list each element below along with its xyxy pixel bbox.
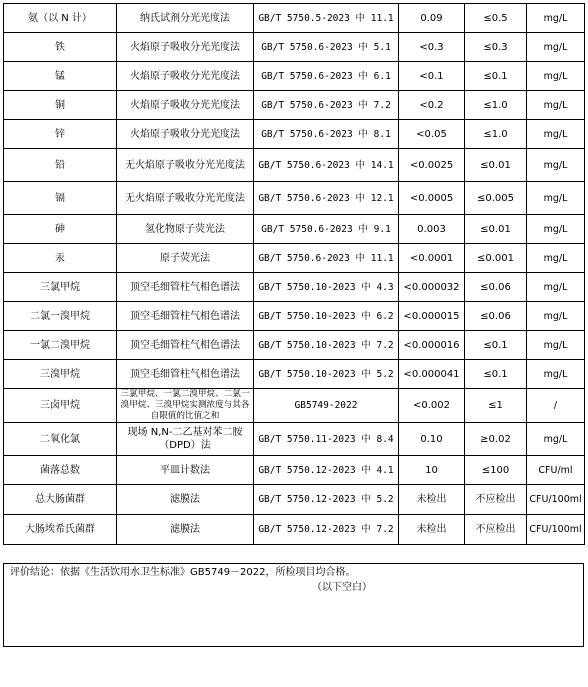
result-cell: 未检出 (399, 485, 465, 515)
limit-cell: ≤0.1 (465, 360, 527, 389)
item-cell: 锰 (4, 62, 117, 91)
blank-below-note: （以下空白） (312, 582, 372, 593)
method-cell: 氢化物原子荧光法 (117, 215, 254, 244)
result-cell: <0.000015 (399, 302, 465, 331)
table-row (4, 182, 585, 215)
standard-cell: GB/T 5750.6-2023 中 14.1 (254, 149, 399, 182)
standard-cell: GB/T 5750.6-2023 中 9.1 (254, 215, 399, 244)
table-row (4, 120, 585, 149)
result-cell: <0.1 (399, 62, 465, 91)
standard-cell: GB/T 5750.10-2023 中 4.3 (254, 273, 399, 302)
method-cell: 纳氏试剂分光光度法 (117, 4, 254, 33)
item-cell: 铅 (4, 149, 117, 182)
unit-cell: CFU/100ml (527, 515, 585, 545)
item-cell: 氨（以 N 计） (4, 4, 117, 33)
method-cell: 无火焰原子吸收分光光度法 (117, 182, 254, 215)
standard-cell: GB/T 5750.6-2023 中 6.1 (254, 62, 399, 91)
method-cell: 顶空毛细管柱气相色谱法 (117, 302, 254, 331)
standard-cell: GB5749-2022 (254, 389, 399, 423)
table-row (4, 515, 585, 545)
table-row (4, 33, 585, 62)
method-cell: 滤膜法 (117, 485, 254, 515)
limit-cell: 不应检出 (465, 485, 527, 515)
method-cell: 顶空毛细管柱气相色谱法 (117, 360, 254, 389)
unit-cell: / (527, 389, 585, 423)
limit-cell: ≤100 (465, 456, 527, 485)
result-cell: <0.002 (399, 389, 465, 423)
standard-cell: GB/T 5750.12-2023 中 7.2 (254, 515, 399, 545)
item-cell: 三卤甲烷 (4, 389, 117, 423)
result-cell: <0.000032 (399, 273, 465, 302)
method-cell: 顶空毛细管柱气相色谱法 (117, 331, 254, 360)
unit-cell: mg/L (527, 182, 585, 215)
unit-cell: mg/L (527, 33, 585, 62)
result-cell: <0.2 (399, 91, 465, 120)
limit-cell: ≤0.01 (465, 215, 527, 244)
table-row (4, 485, 585, 515)
limit-cell: ≤1 (465, 389, 527, 423)
standard-cell: GB/T 5750.6-2023 中 8.1 (254, 120, 399, 149)
result-cell: <0.05 (399, 120, 465, 149)
result-cell: 未检出 (399, 515, 465, 545)
limit-cell: ≤0.1 (465, 331, 527, 360)
limit-cell: ≤0.005 (465, 182, 527, 215)
unit-cell: mg/L (527, 149, 585, 182)
item-cell: 二氧化氯 (4, 423, 117, 456)
unit-cell: mg/L (527, 331, 585, 360)
standard-cell: GB/T 5750.6-2023 中 11.1 (254, 244, 399, 273)
method-cell: 火焰原子吸收分光光度法 (117, 33, 254, 62)
limit-cell: ≤0.1 (465, 62, 527, 91)
table-row (4, 91, 585, 120)
standard-cell: GB/T 5750.6-2023 中 5.1 (254, 33, 399, 62)
standard-cell: GB/T 5750.12-2023 中 5.2 (254, 485, 399, 515)
item-cell: 总大肠菌群 (4, 485, 117, 515)
table-row (4, 273, 585, 302)
result-cell: 0.10 (399, 423, 465, 456)
limit-cell: ≤0.001 (465, 244, 527, 273)
limit-cell: ≤1.0 (465, 91, 527, 120)
unit-cell: CFU/100ml (527, 485, 585, 515)
table-row (4, 302, 585, 331)
standard-cell: GB/T 5750.11-2023 中 8.4 (254, 423, 399, 456)
method-cell: 现场 N,N-二乙基对苯二胺（DPD）法 (117, 423, 254, 456)
limit-cell: 不应检出 (465, 515, 527, 545)
result-cell: 0.003 (399, 215, 465, 244)
table-row (4, 456, 585, 485)
unit-cell: mg/L (527, 91, 585, 120)
method-cell: 无火焰原子吸收分光光度法 (117, 149, 254, 182)
limit-cell: ≤0.01 (465, 149, 527, 182)
result-cell: <0.0001 (399, 244, 465, 273)
standard-cell: GB/T 5750.6-2023 中 12.1 (254, 182, 399, 215)
result-cell: <0.000016 (399, 331, 465, 360)
standard-cell: GB/T 5750.5-2023 中 11.1 (254, 4, 399, 33)
unit-cell: mg/L (527, 62, 585, 91)
conclusion-box (3, 563, 584, 647)
results-table (3, 3, 585, 545)
result-cell: <0.000041 (399, 360, 465, 389)
limit-cell: ≤0.5 (465, 4, 527, 33)
standard-cell: GB/T 5750.12-2023 中 4.1 (254, 456, 399, 485)
method-cell: 火焰原子吸收分光光度法 (117, 62, 254, 91)
result-cell: <0.0025 (399, 149, 465, 182)
method-cell: 滤膜法 (117, 515, 254, 545)
method-cell: 火焰原子吸收分光光度法 (117, 120, 254, 149)
table-row (4, 389, 585, 423)
unit-cell: CFU/ml (527, 456, 585, 485)
method-cell: 顶空毛细管柱气相色谱法 (117, 273, 254, 302)
unit-cell: mg/L (527, 273, 585, 302)
item-cell: 锌 (4, 120, 117, 149)
method-cell: 平皿计数法 (117, 456, 254, 485)
unit-cell: mg/L (527, 360, 585, 389)
item-cell: 菌落总数 (4, 456, 117, 485)
evaluation-conclusion: 评价结论：依据《生活饮用水卫生标准》GB5749－2022，所检项目均合格。 (10, 567, 356, 578)
table-row (4, 423, 585, 456)
item-cell: 一氯二溴甲烷 (4, 331, 117, 360)
method-cell: 原子荧光法 (117, 244, 254, 273)
standard-cell: GB/T 5750.10-2023 中 7.2 (254, 331, 399, 360)
item-cell: 砷 (4, 215, 117, 244)
item-cell: 二氯一溴甲烷 (4, 302, 117, 331)
item-cell: 铁 (4, 33, 117, 62)
item-cell: 铜 (4, 91, 117, 120)
table-row (4, 62, 585, 91)
limit-cell: ≤0.06 (465, 302, 527, 331)
unit-cell: mg/L (527, 423, 585, 456)
table-row (4, 4, 585, 33)
method-cell: 三氯甲烷、一氯二溴甲烷、二氯一溴甲烷、三溴甲烷实测浓度与其各自限值的比值之和 (117, 389, 254, 423)
table-row (4, 244, 585, 273)
limit-cell: ≤1.0 (465, 120, 527, 149)
result-cell: <0.3 (399, 33, 465, 62)
table-row (4, 149, 585, 182)
item-cell: 汞 (4, 244, 117, 273)
result-cell: 10 (399, 456, 465, 485)
standard-cell: GB/T 5750.6-2023 中 7.2 (254, 91, 399, 120)
limit-cell: ≤0.06 (465, 273, 527, 302)
result-cell: 0.09 (399, 4, 465, 33)
table-row (4, 215, 585, 244)
unit-cell: mg/L (527, 4, 585, 33)
results-table-body (4, 4, 585, 545)
unit-cell: mg/L (527, 215, 585, 244)
result-cell: <0.0005 (399, 182, 465, 215)
item-cell: 镉 (4, 182, 117, 215)
item-cell: 三溴甲烷 (4, 360, 117, 389)
method-cell: 火焰原子吸收分光光度法 (117, 91, 254, 120)
limit-cell: ≤0.3 (465, 33, 527, 62)
standard-cell: GB/T 5750.10-2023 中 6.2 (254, 302, 399, 331)
item-cell: 三氯甲烷 (4, 273, 117, 302)
table-row (4, 360, 585, 389)
unit-cell: mg/L (527, 244, 585, 273)
standard-cell: GB/T 5750.10-2023 中 5.2 (254, 360, 399, 389)
item-cell: 大肠埃希氏菌群 (4, 515, 117, 545)
unit-cell: mg/L (527, 302, 585, 331)
table-row (4, 331, 585, 360)
unit-cell: mg/L (527, 120, 585, 149)
limit-cell: ≥0.02 (465, 423, 527, 456)
